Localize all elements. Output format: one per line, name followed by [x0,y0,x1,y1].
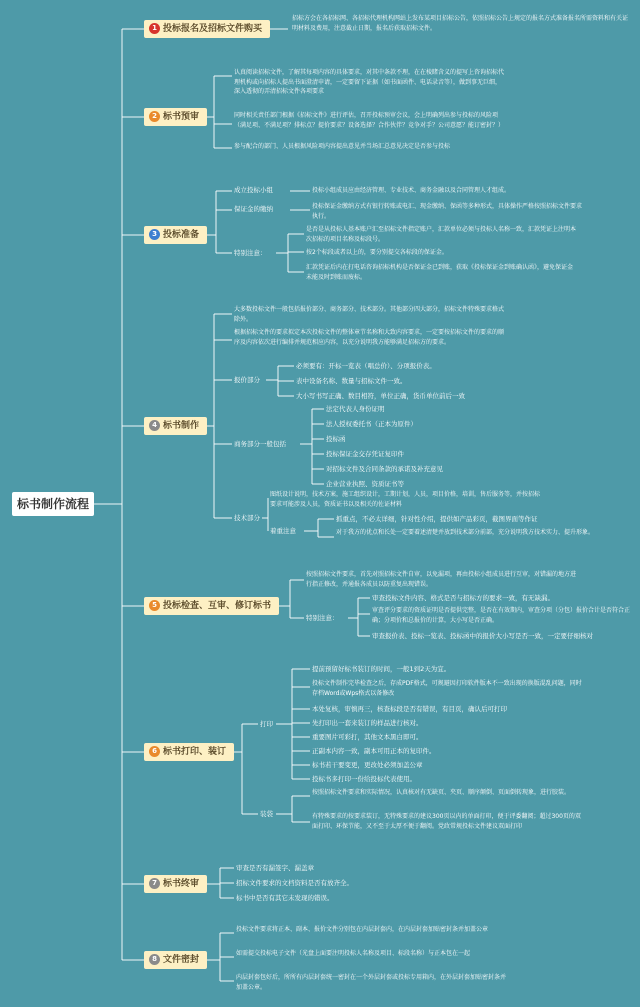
section-1-node [144,20,270,38]
number-badge: 7 [149,878,160,889]
number-badge: 8 [149,954,160,965]
section-5-title: 投标检查、互审、修订标书 [163,601,272,611]
section-6-print-2: 投标文件制作完毕检查之后，存成PDF格式，可规避因打印软件版本不一致出现的换版混乱问题，同时存档Word或Wps格式以备修改 [312,680,582,697]
section-2-p1: 认真阅读招标文件，了解其每项内容的具体要求，对其中条款不理，在在棱睹含义的提写上咨询招标代理机构或向招标人提出书面澄清申请，一定要留下证据（如书面函件、电话录音等），做到事无巨细，深入透彻的弄清招标文件各项要求 [234,69,505,95]
section-6-print-label: 打印 [260,720,273,728]
section-4-tech-text: 图纸设计说明，技术方案，施工组织设计，工期计划，人员，项目价格，培训，售后服务等，并按招标要求可能涉及人员，资质证书以及相关的佐证材料 [270,491,541,508]
section-3-a-label: 成立投标小组 [234,186,273,194]
section-7-title: 标书终审 [163,879,200,889]
section-4-note-1: 抓重点，不必太详细，针对性介绍，提供如产品彩页，截图界面等作证 [336,515,538,523]
section-4-biz-2: 法人授权委托书（正本为原件） [326,420,417,428]
section-6-bind-label: 装袋 [260,810,273,818]
section-6-print-8: 投标书多打印一份给投标代表使用。 [312,775,416,783]
section-8-p1: 投标文件要求将正本、副本、报价文件分别包在内层封套内，在内层封套加贴密封条并加盖公章 [236,926,489,933]
number-badge: 2 [149,111,160,122]
section-6-print-3: 本处复核，审慎再三，核查标段是否有错误，有目页，确认后可打印 [312,705,507,713]
section-4-biz-6: 企业营业执照、资质证书等 [326,480,404,488]
section-3-a-text: 投标小组成员应由经济管理、专业技术、商务金融以及合同管理人才组成。 [312,187,511,194]
section-4-p1: 大多数投标文件一般包括报价部分、商务部分、技术部分。其他部分四大部分，招标文件特殊要求格式除外。 [234,306,505,323]
section-4-biz-1: 法定代表人身份证明 [326,405,385,413]
section-4-p2: 根据招标文件的要求拟定本次投标文件的整体章节名称和大致内容要求，一定要按招标文件的要求的顺序及内容依次进行编排并规范相应内容，以充分说明我方能够满足招标方的要求。 [234,329,505,346]
section-8-node [144,951,207,969]
section-3-node [144,226,207,244]
section-6-print-4: 先打印出一套来装订的样品进行核对。 [312,719,423,727]
section-1-title: 投标报名及招标文件购买 [163,24,263,34]
section-4-note-label: 着重注意 [270,527,296,535]
section-6-node [144,743,234,761]
section-1-text: 招标方会在各招标网、各招标代理机构网站上发布某项目招标公告，依照招标公告上规定的报名方式准备报名所需资料和有关证明材料及费用，注意截止日期，报名后获取招标文件。 [292,15,629,32]
section-5-n3: 审查报价表、投标一览表、投标函中的报价大小写是否一致，一定要仔细核对 [372,632,593,640]
section-8-title: 文件密封 [163,955,200,965]
section-4-biz-4: 投标保证金交存凭证复印件 [326,450,404,458]
section-4-title: 标书制作 [163,421,200,431]
section-7-item-3: 标书中是否有其它未发现的错误。 [236,894,334,902]
section-7-node [144,875,207,893]
section-4-price-2: 表中设备名称、数量与招标文件一致。 [296,377,407,385]
section-4-price-label: 报价部分 [234,376,260,384]
section-5-p1: 按照招标文件要求，首先对照招标文件自审，以免漏项，再由投标小组成员进行互审，对错漏的地方进行指正修改，并通报各成员以防重复出现错误。 [306,571,577,588]
section-4-biz-label: 商务部分一般包括 [234,440,286,448]
section-4-note-2: 对于我方的优点和长处一定要着述清楚并放到技术部分前部，充分说明我方技术实力、提升形象。 [336,529,595,536]
number-badge: 5 [149,600,160,611]
section-8-p3: 内层封套包好后，所所有内层封套统一密封在一个外层封套或投标专用箱内，在外层封套加贴密封条并加盖公章。 [236,974,507,991]
section-6-title: 标书打印、装订 [163,747,227,757]
section-6-bind-1: 按照招标文件要求和实际情况，认真核对有无缺页、夹页、顺序颠倒、页面倒转现象，进行胶装。 [312,789,571,796]
section-8-p2: 如需提交投标电子文件（光盘上面要注明投标人名称及项目、标段名称）与正本包在一起 [236,950,471,957]
root-node: 标书制作流程 [12,492,94,516]
section-3-c3: 汇款凭证后内在打电话咨询招标机构是否保证金已到账，获取《投标保证金到账确认函》，避免保证金未能及时到账而废标。 [306,264,574,281]
section-4-price-1: 必须要有：开标一览表（唱总价）、分项报价表。 [296,362,436,370]
number-badge: 3 [149,229,160,240]
section-5-n2: 审查评分要求的资质证明是否提供完整，是否在有效期内，审查分项（分包）报价合计是否符合正确；分项价和总报价的计算，大小写是否正确。 [372,607,631,624]
section-4-biz-3: 投标函 [326,435,346,443]
section-3-c1: 是否是从投标人基本账户汇至招标文件指定账户，汇款单位必须与投标人名称一致，汇款凭证上注明本次招标的项目名称及标段号。 [306,226,577,243]
section-3-b-text: 投标保证金缴纳方式有银行转账或电汇、现金缴纳、保函等多种形式，具体操作严格按照招标文件要求执行。 [312,203,583,220]
section-3-b-label: 保证金的缴纳 [234,205,273,213]
section-4-biz-5: 对招标文件及合同条款的承诺及补充意见 [326,465,443,473]
number-badge: 4 [149,420,160,431]
section-6-print-7: 标书若干要变更，更改处必须加盖公章 [312,761,423,769]
number-badge: 6 [149,746,160,757]
section-5-node [144,597,279,615]
section-6-print-5: 重要图片可彩打，其他文本黑白即可。 [312,733,423,741]
section-7-item-2: 招标文件要求的文档资料是否有放齐全。 [236,879,353,887]
section-4-node [144,417,207,435]
section-2-node [144,108,207,126]
section-2-p3: 参与配合的部门、人员根据风险项内容提出意见并当场汇总意见决定是否参与投标 [234,143,451,150]
section-2-p2: 同时相关责任部门根据《招标文件》进行评估，召开投标预审会议，会上明确列出参与投标的风险项（满足项、不满足项？排标点？提价要求？设备选择？合作伙伴？竞争对手？公司意愿？能订密封？） [234,112,505,129]
section-6-bind-2: 有特殊要求的按要求装订，无特殊要求的建议300页以内的单面打印，便于评委翻阅；超过300页的双面打印、环保节能，又不至于太厚不便于翻阅。党政常规投标文件建议双面打印 [312,813,581,830]
section-3-title: 投标准备 [163,230,200,240]
section-7-item-1: 审查是否有漏签字、漏盖章 [236,864,314,872]
number-badge: 1 [149,23,160,34]
section-3-c-label: 特别注意： [234,249,267,257]
section-2-title: 标书预审 [163,112,200,122]
section-5-n1: 审查投标文件内容、格式是否与招标方的要求一致，有无缺漏。 [372,594,554,602]
section-6-print-1: 提前预留好标书装订的时间，一般1到2天为宜。 [312,665,451,673]
section-3-c2: 按2个标段或者以上的，要分别提交各标段的保证金。 [306,249,448,256]
section-5-label: 特别注意： [306,614,339,622]
section-4-price-3: 大小写书写正确、数目相符，单位正确，货币单位前后一致 [296,392,465,400]
section-4-tech-label: 技术部分 [234,514,260,522]
section-6-print-6: 正副本内容一致，副本可用正本的复印件。 [312,747,436,755]
